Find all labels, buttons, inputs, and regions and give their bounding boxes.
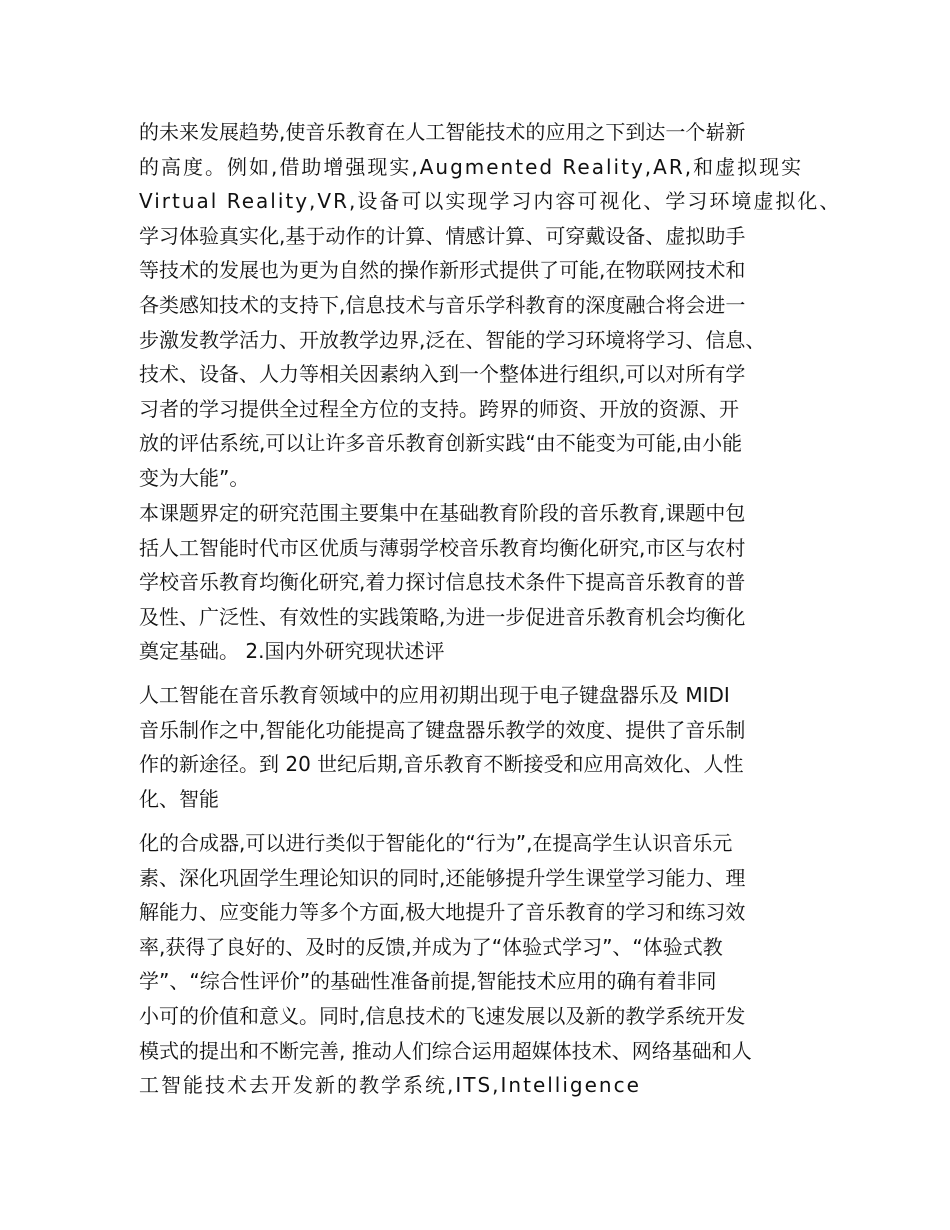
text-line: 变为大能”。 [139, 465, 250, 490]
paragraph-future-trend [139, 115, 841, 496]
text-line: 人工智能在音乐教育领域中的应用初期出现于电子键盘器乐及 MIDI [139, 683, 730, 707]
text-line: 各类感知技术的支持下,信息技术与音乐学科教育的深度融合将会进一 [139, 292, 746, 317]
text-line: 工智能技术去开发新的教学系统,ITS,Intelligence [139, 1073, 641, 1098]
text-line: 学校音乐教育均衡化研究,着力探讨信息技术条件下提高音乐教育的普 [139, 570, 746, 595]
text-line: 化的合成器,可以进行类似于智能化的“行为”,在提高学生认识音乐元 [139, 831, 733, 855]
text-line: 解能力、应变能力等多个方面,极大地提升了音乐教育的学习和练习效 [139, 900, 746, 925]
text-line: 技术、设备、人力等相关因素纳入到一个整体进行组织,可以对所有学 [139, 362, 746, 387]
text-line: 学”、“综合性评价”的基础性准备前提,智能技术应用的确有着非同 [139, 969, 717, 994]
text-line: 的未来发展趋势,使音乐教育在人工智能技术的应用之下到达一个崭新 [139, 120, 746, 144]
text-line: 学习体验真实化,基于动作的计算、情感计算、可穿戴设备、虚拟助手 [139, 223, 746, 248]
text-line: 小可的价值和意义。同时,信息技术的飞速发展以及新的教学系统开发 [139, 1003, 746, 1028]
text-line: 模式的提出和不断完善, 推动人们综合运用超媒体技术、网络基础和人 [139, 1038, 752, 1063]
text-line: 习者的学习提供全过程全方位的支持。跨界的师资、开放的资源、开 [139, 396, 739, 421]
text-line: 步激发教学活力、开放教学边界,泛在、智能的学习环境将学习、信息、 [139, 327, 766, 352]
text-line: 本课题界定的研究范围主要集中在基础教育阶段的音乐教育,课题中包 [139, 501, 746, 525]
text-line: 化、智能 [139, 786, 219, 811]
paragraph-ai-music-application [139, 678, 745, 816]
paragraph-synthesizer [139, 826, 752, 1103]
text-line: 率,获得了良好的、及时的反馈,并成为了“体验式学习”、“体验式教 [139, 934, 723, 959]
text-line: 及性、广泛性、有效性的实践策略,为进一步促进音乐教育机会均衡化 [139, 604, 746, 629]
text-line: 素、深化巩固学生理论知识的同时,还能够提升学生课堂学习能力、理 [139, 865, 746, 890]
text-line: 音乐制作之中,智能化功能提高了键盘器乐教学的效度、提供了音乐制 [139, 717, 746, 742]
paragraph-research-scope [139, 496, 745, 669]
text-line: Virtual Reality,VR,设备可以实现学习内容可视化、学习环境虚拟化、 [139, 189, 842, 214]
text-line: 等技术的发展也为更为自然的操作新形式提供了可能,在物联网技术和 [139, 258, 746, 283]
text-line: 放的评估系统,可以让许多音乐教育创新实践“由不能变为可能,由小能 [139, 431, 743, 456]
text-line: 括人工智能时代市区优质与薄弱学校音乐教育均衡化研究,市区与农村 [139, 535, 746, 560]
text-line: 奠定基础。 2.国内外研究现状述评 [139, 639, 445, 664]
text-line: 的高度。例如,借助增强现实,Augmented Reality,AR,和虚拟现实 [139, 154, 804, 179]
text-line: 作的新途径。到 20 世纪后期,音乐教育不断接受和应用高效化、人性 [139, 752, 744, 777]
